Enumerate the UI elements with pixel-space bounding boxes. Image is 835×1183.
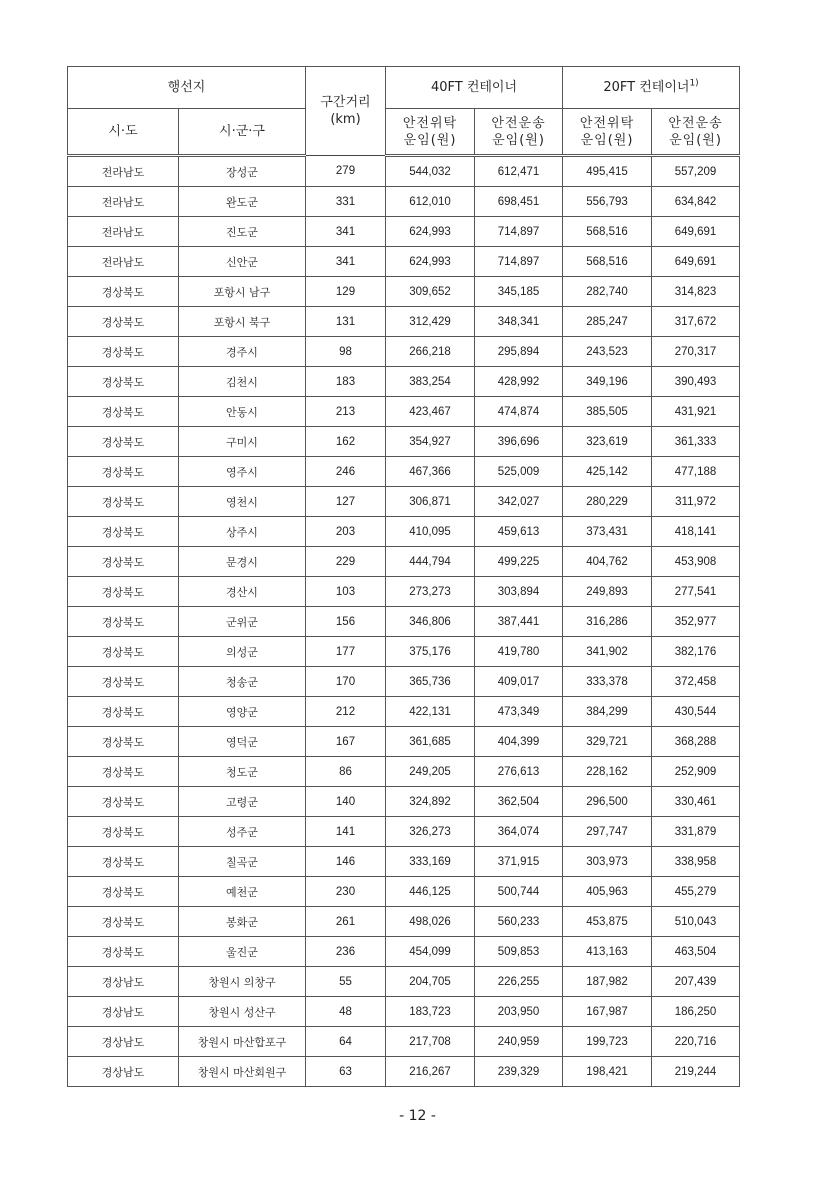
cell-40ft-transport: 500,744 — [475, 877, 563, 907]
footnote-marker: 1) — [689, 78, 699, 89]
cell-20ft-consign: 243,523 — [563, 337, 652, 367]
table-row — [68, 277, 740, 307]
cell-province: 경상북도 — [68, 277, 179, 307]
cell-40ft-consign: 266,218 — [386, 337, 475, 367]
cell-province: 경상북도 — [68, 397, 179, 427]
table-header — [68, 67, 740, 156]
header-distance — [306, 67, 386, 156]
table-row — [68, 577, 740, 607]
cell-city: 칠곡군 — [179, 847, 306, 877]
cell-distance: 229 — [306, 547, 386, 577]
cell-20ft-transport: 277,541 — [652, 577, 740, 607]
cell-20ft-transport: 317,672 — [652, 307, 740, 337]
cell-40ft-consign: 454,099 — [386, 937, 475, 967]
cell-distance: 131 — [306, 307, 386, 337]
cell-province: 경상북도 — [68, 667, 179, 697]
cell-40ft-consign: 422,131 — [386, 697, 475, 727]
cell-province: 경상북도 — [68, 937, 179, 967]
cell-40ft-consign: 365,736 — [386, 667, 475, 697]
cell-40ft-transport: 612,471 — [475, 156, 563, 187]
cell-distance: 279 — [306, 156, 386, 187]
cell-20ft-consign: 373,431 — [563, 517, 652, 547]
cell-40ft-transport: 509,853 — [475, 937, 563, 967]
cell-40ft-transport: 409,017 — [475, 667, 563, 697]
table-row — [68, 637, 740, 667]
cell-20ft-transport: 382,176 — [652, 637, 740, 667]
cell-40ft-transport: 698,451 — [475, 187, 563, 217]
cell-20ft-consign: 198,421 — [563, 1057, 652, 1087]
table-row — [68, 187, 740, 217]
cell-40ft-transport: 342,027 — [475, 487, 563, 517]
cell-40ft-consign: 375,176 — [386, 637, 475, 667]
cell-20ft-consign: 285,247 — [563, 307, 652, 337]
cell-20ft-transport: 219,244 — [652, 1057, 740, 1087]
cell-40ft-consign: 216,267 — [386, 1057, 475, 1087]
cell-20ft-consign: 228,162 — [563, 757, 652, 787]
cell-province: 전라남도 — [68, 217, 179, 247]
cell-city: 완도군 — [179, 187, 306, 217]
cell-province: 경상남도 — [68, 997, 179, 1027]
cell-province: 경상북도 — [68, 787, 179, 817]
cell-40ft-consign: 217,708 — [386, 1027, 475, 1057]
cell-40ft-transport: 345,185 — [475, 277, 563, 307]
table-row — [68, 667, 740, 697]
cell-40ft-transport: 419,780 — [475, 637, 563, 667]
cell-20ft-transport: 463,504 — [652, 937, 740, 967]
cell-20ft-transport: 331,879 — [652, 817, 740, 847]
cell-city: 영천시 — [179, 487, 306, 517]
cell-province: 경상북도 — [68, 307, 179, 337]
cell-province: 경상남도 — [68, 967, 179, 997]
cell-city: 청도군 — [179, 757, 306, 787]
cell-20ft-consign: 199,723 — [563, 1027, 652, 1057]
table-row — [68, 907, 740, 937]
cell-40ft-consign: 383,254 — [386, 367, 475, 397]
cell-distance: 331 — [306, 187, 386, 217]
table-row — [68, 967, 740, 997]
table-row — [68, 487, 740, 517]
cell-city: 봉화군 — [179, 907, 306, 937]
cell-40ft-transport: 474,874 — [475, 397, 563, 427]
cell-20ft-transport: 453,908 — [652, 547, 740, 577]
cell-city: 예천군 — [179, 877, 306, 907]
cell-distance: 141 — [306, 817, 386, 847]
cell-province: 전라남도 — [68, 156, 179, 187]
header-20ft: 20FT 컨테이너$^{1)}$ — [563, 67, 740, 109]
cell-20ft-transport: 207,439 — [652, 967, 740, 997]
cell-distance: 127 — [306, 487, 386, 517]
cell-20ft-transport: 352,977 — [652, 607, 740, 637]
cell-40ft-consign: 324,892 — [386, 787, 475, 817]
header-city: 시·군·구 — [179, 109, 306, 156]
cell-city: 고령군 — [179, 787, 306, 817]
cell-province: 경상남도 — [68, 1057, 179, 1087]
cell-20ft-transport: 372,458 — [652, 667, 740, 697]
freight-rate-table — [67, 66, 740, 1087]
cell-distance: 86 — [306, 757, 386, 787]
header-20ft-transport: 안전운송 운임(원) — [652, 109, 740, 156]
table-row — [68, 156, 740, 187]
cell-40ft-transport: 364,074 — [475, 817, 563, 847]
cell-40ft-transport: 387,441 — [475, 607, 563, 637]
header-province: 시·도 — [68, 109, 179, 156]
cell-40ft-transport: 276,613 — [475, 757, 563, 787]
cell-40ft-consign: 467,366 — [386, 457, 475, 487]
cell-40ft-consign: 333,169 — [386, 847, 475, 877]
cell-20ft-transport: 368,288 — [652, 727, 740, 757]
cell-20ft-consign: 385,505 — [563, 397, 652, 427]
cell-distance: 341 — [306, 217, 386, 247]
cell-city: 군위군 — [179, 607, 306, 637]
cell-20ft-consign: 316,286 — [563, 607, 652, 637]
cell-40ft-consign: 326,273 — [386, 817, 475, 847]
cell-40ft-transport: 240,959 — [475, 1027, 563, 1057]
cell-40ft-consign: 183,723 — [386, 997, 475, 1027]
cell-city: 영덕군 — [179, 727, 306, 757]
cell-40ft-transport: 428,992 — [475, 367, 563, 397]
header-20ft-consign: 안전위탁 운임(원) — [563, 109, 652, 156]
cell-20ft-transport: 270,317 — [652, 337, 740, 367]
cell-province: 경상북도 — [68, 367, 179, 397]
cell-20ft-consign: 187,982 — [563, 967, 652, 997]
cell-city: 창원시 성산구 — [179, 997, 306, 1027]
cell-city: 의성군 — [179, 637, 306, 667]
cell-20ft-consign: 349,196 — [563, 367, 652, 397]
table-row — [68, 397, 740, 427]
header-region: 행선지 — [68, 67, 306, 109]
cell-20ft-consign: 568,516 — [563, 247, 652, 277]
table-row — [68, 217, 740, 247]
cell-province: 경상북도 — [68, 697, 179, 727]
cell-province: 경상북도 — [68, 847, 179, 877]
cell-city: 상주시 — [179, 517, 306, 547]
cell-20ft-transport: 418,141 — [652, 517, 740, 547]
cell-20ft-transport: 634,842 — [652, 187, 740, 217]
cell-city: 창원시 마산합포구 — [179, 1027, 306, 1057]
cell-province: 경상북도 — [68, 907, 179, 937]
cell-40ft-transport: 473,349 — [475, 697, 563, 727]
cell-distance: 212 — [306, 697, 386, 727]
cell-province: 경상북도 — [68, 487, 179, 517]
cell-40ft-consign: 346,806 — [386, 607, 475, 637]
cell-20ft-consign: 323,619 — [563, 427, 652, 457]
cell-distance: 167 — [306, 727, 386, 757]
cell-province: 경상북도 — [68, 577, 179, 607]
cell-distance: 98 — [306, 337, 386, 367]
cell-20ft-consign: 341,902 — [563, 637, 652, 667]
cell-province: 경상북도 — [68, 457, 179, 487]
cell-40ft-consign: 544,032 — [386, 156, 475, 187]
cell-40ft-consign: 361,685 — [386, 727, 475, 757]
cell-40ft-consign: 498,026 — [386, 907, 475, 937]
cell-40ft-transport: 362,504 — [475, 787, 563, 817]
cell-20ft-transport: 361,333 — [652, 427, 740, 457]
cell-20ft-transport: 338,958 — [652, 847, 740, 877]
cell-40ft-transport: 396,696 — [475, 427, 563, 457]
cell-40ft-transport: 404,399 — [475, 727, 563, 757]
cell-distance: 55 — [306, 967, 386, 997]
cell-20ft-transport: 186,250 — [652, 997, 740, 1027]
cell-20ft-consign: 413,163 — [563, 937, 652, 967]
header-40ft-transport: 안전운송 운임(원) — [475, 109, 563, 156]
cell-20ft-transport: 431,921 — [652, 397, 740, 427]
table-row — [68, 757, 740, 787]
cell-distance: 203 — [306, 517, 386, 547]
cell-city: 장성군 — [179, 156, 306, 187]
cell-city: 구미시 — [179, 427, 306, 457]
cell-40ft-transport: 560,233 — [475, 907, 563, 937]
cell-province: 경상북도 — [68, 517, 179, 547]
cell-distance: 246 — [306, 457, 386, 487]
header-distance-label: 구간거리 — [320, 95, 371, 110]
table-row — [68, 427, 740, 457]
cell-city: 영양군 — [179, 697, 306, 727]
cell-city: 성주군 — [179, 817, 306, 847]
cell-province: 경상북도 — [68, 817, 179, 847]
table-row — [68, 787, 740, 817]
cell-20ft-consign: 405,963 — [563, 877, 652, 907]
table-row — [68, 877, 740, 907]
cell-province: 경상북도 — [68, 427, 179, 457]
cell-40ft-transport: 525,009 — [475, 457, 563, 487]
cell-40ft-transport: 303,894 — [475, 577, 563, 607]
cell-40ft-consign: 612,010 — [386, 187, 475, 217]
cell-20ft-transport: 649,691 — [652, 247, 740, 277]
cell-province: 경상남도 — [68, 1027, 179, 1057]
cell-20ft-consign: 404,762 — [563, 547, 652, 577]
cell-40ft-consign: 624,993 — [386, 247, 475, 277]
cell-20ft-transport: 311,972 — [652, 487, 740, 517]
table-row — [68, 367, 740, 397]
cell-20ft-consign: 495,415 — [563, 156, 652, 187]
cell-distance: 213 — [306, 397, 386, 427]
table-row — [68, 517, 740, 547]
cell-province: 경상북도 — [68, 337, 179, 367]
cell-40ft-transport: 226,255 — [475, 967, 563, 997]
table-row — [68, 547, 740, 577]
cell-40ft-consign: 312,429 — [386, 307, 475, 337]
table-row — [68, 937, 740, 967]
cell-40ft-transport: 714,897 — [475, 217, 563, 247]
cell-40ft-transport: 714,897 — [475, 247, 563, 277]
table-row — [68, 1057, 740, 1087]
cell-20ft-transport: 455,279 — [652, 877, 740, 907]
cell-distance: 103 — [306, 577, 386, 607]
header-40ft-consign: 안전위탁 운임(원) — [386, 109, 475, 156]
table-row — [68, 337, 740, 367]
cell-distance: 170 — [306, 667, 386, 697]
cell-20ft-consign: 297,747 — [563, 817, 652, 847]
cell-20ft-consign: 329,721 — [563, 727, 652, 757]
cell-province: 경상북도 — [68, 727, 179, 757]
cell-city: 문경시 — [179, 547, 306, 577]
cell-city: 경주시 — [179, 337, 306, 367]
cell-city: 신안군 — [179, 247, 306, 277]
cell-20ft-consign: 280,229 — [563, 487, 652, 517]
cell-40ft-transport: 499,225 — [475, 547, 563, 577]
table-row — [68, 1027, 740, 1057]
cell-distance: 146 — [306, 847, 386, 877]
cell-distance: 63 — [306, 1057, 386, 1087]
cell-20ft-transport: 390,493 — [652, 367, 740, 397]
cell-distance: 162 — [306, 427, 386, 457]
cell-distance: 129 — [306, 277, 386, 307]
cell-40ft-consign: 273,273 — [386, 577, 475, 607]
cell-20ft-transport: 220,716 — [652, 1027, 740, 1057]
cell-40ft-consign: 410,095 — [386, 517, 475, 547]
cell-40ft-transport: 459,613 — [475, 517, 563, 547]
cell-40ft-transport: 203,950 — [475, 997, 563, 1027]
cell-distance: 230 — [306, 877, 386, 907]
cell-40ft-consign: 204,705 — [386, 967, 475, 997]
cell-city: 영주시 — [179, 457, 306, 487]
cell-40ft-transport: 239,329 — [475, 1057, 563, 1087]
cell-20ft-transport: 252,909 — [652, 757, 740, 787]
cell-city: 안동시 — [179, 397, 306, 427]
cell-city: 김천시 — [179, 367, 306, 397]
cell-20ft-transport: 557,209 — [652, 156, 740, 187]
cell-city: 포항시 북구 — [179, 307, 306, 337]
cell-distance: 261 — [306, 907, 386, 937]
cell-distance: 177 — [306, 637, 386, 667]
cell-20ft-transport: 430,544 — [652, 697, 740, 727]
cell-province: 경상북도 — [68, 547, 179, 577]
table-row — [68, 457, 740, 487]
cell-40ft-consign: 249,205 — [386, 757, 475, 787]
cell-city: 창원시 마산회원구 — [179, 1057, 306, 1087]
cell-40ft-consign: 354,927 — [386, 427, 475, 457]
table-row — [68, 247, 740, 277]
table-row — [68, 607, 740, 637]
cell-20ft-consign: 333,378 — [563, 667, 652, 697]
cell-city: 울진군 — [179, 937, 306, 967]
cell-province: 경상북도 — [68, 637, 179, 667]
page-number: - 12 - — [399, 1108, 436, 1124]
cell-20ft-consign: 249,893 — [563, 577, 652, 607]
table-row — [68, 847, 740, 877]
cell-20ft-transport: 330,461 — [652, 787, 740, 817]
cell-city: 포항시 남구 — [179, 277, 306, 307]
cell-20ft-consign: 303,973 — [563, 847, 652, 877]
header-distance-unit: (km) — [330, 112, 361, 127]
cell-distance: 64 — [306, 1027, 386, 1057]
table-row — [68, 997, 740, 1027]
cell-20ft-transport: 649,691 — [652, 217, 740, 247]
cell-40ft-transport: 295,894 — [475, 337, 563, 367]
cell-20ft-consign: 282,740 — [563, 277, 652, 307]
cell-40ft-consign: 444,794 — [386, 547, 475, 577]
cell-distance: 183 — [306, 367, 386, 397]
cell-40ft-consign: 309,652 — [386, 277, 475, 307]
cell-20ft-consign: 425,142 — [563, 457, 652, 487]
cell-20ft-transport: 477,188 — [652, 457, 740, 487]
cell-distance: 48 — [306, 997, 386, 1027]
header-40ft: 40FT 컨테이너 — [386, 67, 563, 109]
cell-40ft-consign: 624,993 — [386, 217, 475, 247]
cell-city: 창원시 의창구 — [179, 967, 306, 997]
cell-city: 청송군 — [179, 667, 306, 697]
cell-province: 경상북도 — [68, 877, 179, 907]
table-body — [68, 156, 740, 1087]
cell-20ft-consign: 296,500 — [563, 787, 652, 817]
table-row — [68, 727, 740, 757]
cell-distance: 156 — [306, 607, 386, 637]
cell-20ft-transport: 314,823 — [652, 277, 740, 307]
cell-20ft-consign: 568,516 — [563, 217, 652, 247]
cell-distance: 236 — [306, 937, 386, 967]
cell-40ft-consign: 446,125 — [386, 877, 475, 907]
cell-20ft-consign: 167,987 — [563, 997, 652, 1027]
table-row — [68, 817, 740, 847]
table-row — [68, 697, 740, 727]
cell-40ft-consign: 423,467 — [386, 397, 475, 427]
cell-20ft-consign: 384,299 — [563, 697, 652, 727]
cell-city: 경산시 — [179, 577, 306, 607]
cell-city: 진도군 — [179, 217, 306, 247]
cell-40ft-consign: 306,871 — [386, 487, 475, 517]
cell-40ft-transport: 348,341 — [475, 307, 563, 337]
cell-20ft-transport: 510,043 — [652, 907, 740, 937]
cell-20ft-consign: 453,875 — [563, 907, 652, 937]
cell-20ft-consign: 556,793 — [563, 187, 652, 217]
cell-distance: 140 — [306, 787, 386, 817]
cell-distance: 341 — [306, 247, 386, 277]
cell-province: 전라남도 — [68, 247, 179, 277]
cell-province: 전라남도 — [68, 187, 179, 217]
cell-40ft-transport: 371,915 — [475, 847, 563, 877]
table-row — [68, 307, 740, 337]
cell-province: 경상북도 — [68, 607, 179, 637]
cell-province: 경상북도 — [68, 757, 179, 787]
